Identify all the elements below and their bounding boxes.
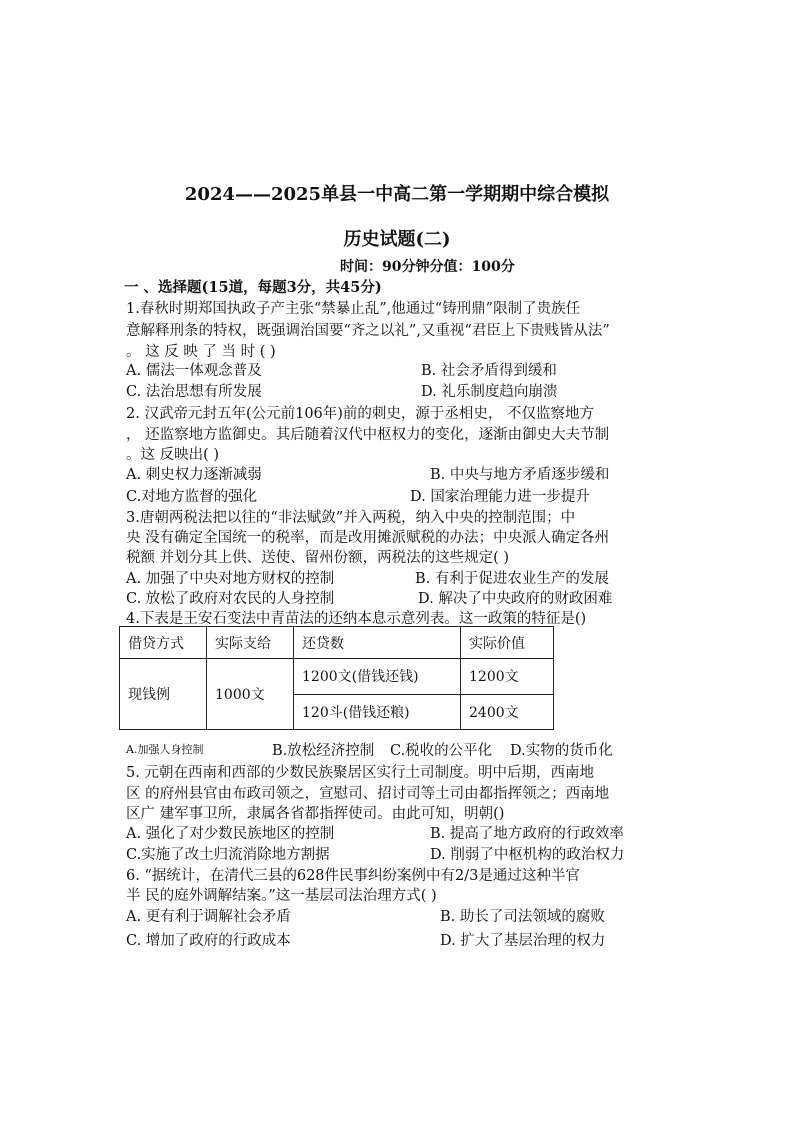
table-header-row	[120, 627, 554, 659]
q5-line-2: 区 的府州县官由布政司领之，宣慰司、招讨司等土司由都指挥领之；西南地	[126, 786, 610, 802]
time-info: 时间：90分钟分值：100分	[340, 259, 515, 275]
q6-option-b: B. 助长了司法领域的腐败	[440, 909, 605, 925]
q3-line-1: 3.唐朝两税法把以往的“非法赋敛”并入两税，纳入中央的控制范围；中	[126, 510, 576, 526]
q6-line-2: 半 民的庭外调解结案。”这一基层司法治理方式( )	[126, 888, 437, 904]
table-given-cell: 1000文	[207, 659, 294, 730]
q5-line-1: 5. 元朝在西南和西部的少数民族聚居区实行土司制度。明中后期，西南地	[126, 765, 594, 781]
table-header-cell: 实际支给	[207, 627, 294, 659]
table-row	[120, 659, 554, 695]
q5-option-c: C.实施了改土归流消除地方割据	[126, 847, 330, 863]
table-repay-cell: 1200文(借钱还钱)	[294, 659, 461, 695]
q1-line-3: 。 这 反 映 了 当 时 ( )	[126, 344, 276, 360]
table-header-cell: 还贷数	[294, 627, 461, 659]
q3-option-c: C. 放松了政府对农民的人身控制	[126, 591, 335, 607]
table-header-cell: 借贷方式	[120, 627, 207, 659]
q6-option-a: A. 更有利于调解社会矛盾	[126, 909, 291, 925]
q2-option-b: B. 中央与地方矛盾逐步缓和	[430, 467, 610, 483]
q4-line-1: 4.下表是王安石变法中青苗法的还纳本息示意列表。这一政策的特征是()	[126, 611, 587, 627]
section-heading: 一 、选择题(15道，每题3分，共45分)	[124, 279, 382, 296]
q3-line-3: 税额 并划分其上供、送使、留州份额，两税法的这些规定( )	[126, 550, 510, 566]
q1-option-a: A. 儒法一体观念普及	[126, 363, 262, 379]
q2-line-1: 2. 汉武帝元封五年(公元前106年)前的刺史，源于丞相史， 不仅监察地方	[126, 406, 595, 422]
q2-option-c: C.对地方监督的强化	[126, 489, 258, 505]
q2-line-3: 。这 反映出( )	[126, 447, 220, 463]
q6-option-c: C. 增加了政府的行政成本	[126, 933, 291, 949]
table-row-label: 现钱例	[120, 659, 207, 730]
table-value-cell: 2400文	[461, 694, 554, 730]
q1-option-b: B. 社会矛盾得到缓和	[421, 363, 557, 379]
exam-subtitle: 历史试题(二)	[343, 229, 451, 250]
q6-option-d: D. 扩大了基层治理的权力	[440, 933, 606, 949]
table-repay-cell: 120斗(借钱还粮)	[294, 694, 461, 730]
q4-option-a: A.加强人身控制	[126, 743, 204, 756]
q5-option-a: A. 强化了对少数民族地区的控制	[126, 826, 335, 842]
q1-option-c: C. 法治思想有所发展	[126, 384, 262, 400]
q1-line-1: 1.春秋时期郑国执政子产主张“禁暴止乱”,他通过“铸刑鼎”限制了贵族任	[126, 301, 581, 317]
qingmiao-table	[119, 626, 554, 730]
q5-line-3: 区广 建军事卫所，隶属各省都指挥使司。由此可知，明朝()	[126, 806, 505, 822]
q5-option-d: D. 削弱了中枢机构的政治权力	[430, 847, 625, 863]
q2-option-d: D. 国家治理能力进一步提升	[410, 489, 590, 505]
q4-option-d: D.实物的货币化	[510, 743, 613, 759]
q1-option-d: D. 礼乐制度趋向崩溃	[421, 384, 558, 400]
q3-option-a: A. 加强了中央对地方财权的控制	[126, 571, 335, 587]
table-header-cell: 实际价值	[461, 627, 554, 659]
table-value-cell: 1200文	[461, 659, 554, 695]
q3-option-b: B. 有利于促进农业生产的发展	[415, 571, 609, 587]
q4-option-b: B.放松经济控制	[272, 743, 375, 759]
q3-option-d: D. 解决了中央政府的财政困难	[418, 591, 613, 607]
q1-line-2: 意解释刑条的特权，既强调治国要“齐之以礼”,又重视“君臣上下贵贱皆从法”	[126, 323, 610, 339]
q3-line-2: 央 没有确定全国统一的税率，而是改用摊派赋税的办法；中央派人确定各州	[126, 530, 610, 546]
q6-line-1: 6. “据统计，在清代三县的628件民事纠纷案例中有2/3是通过这种半官	[126, 868, 580, 884]
q5-option-b: B. 提高了地方政府的行政效率	[430, 826, 624, 842]
q4-option-c: C.税收的公平化	[390, 743, 493, 759]
exam-title: 2024——2025单县一中高二第一学期期中综合模拟	[184, 184, 610, 205]
q2-option-a: A. 刺史权力逐渐减弱	[126, 467, 262, 483]
q2-line-2: ， 还监察地方监御史。其后随着汉代中枢权力的变化，逐渐由御史大夫节制	[126, 427, 610, 443]
